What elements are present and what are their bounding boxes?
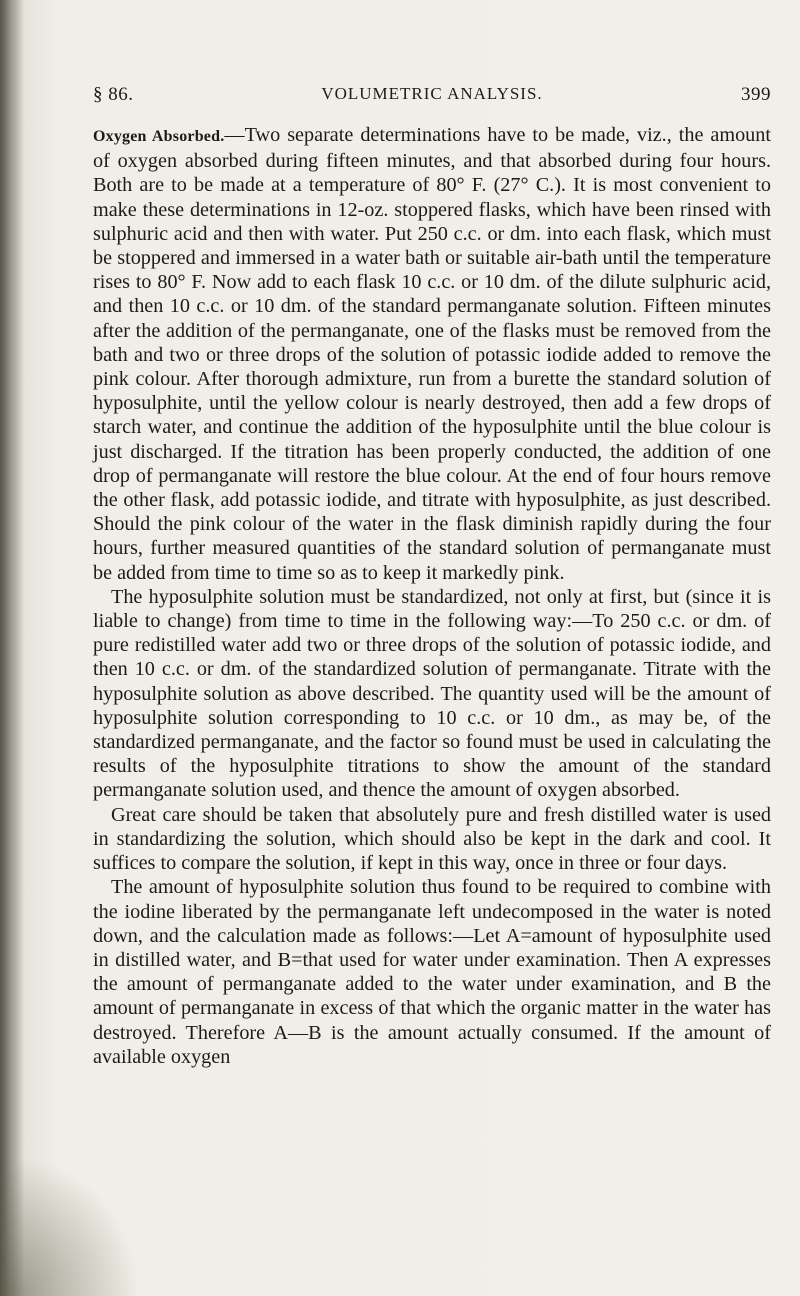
paragraph-text: Great care should be taken that absolutely pure and fresh distilled water is used in standardizing the solution, which should also be kept in the dark and cool. It suffices to compare the solution, if kept in this way, once in three or four days.	[93, 803, 771, 875]
section-number: § 86.	[93, 84, 134, 105]
paragraph-calculation	[93, 875, 771, 1069]
paragraph-text: —Two separate determinations have to be made, viz., the amount of oxygen absorbed during fifteen minutes, and that absorbed during four hours. Both are to be made at a temperature of 80° F. (27° C.). It is most convenient to make these determinations in 12-oz. stoppered flasks, which have been rinsed with sulphuric acid and then with water. Put 250 c.c. or dm. into each flask, which must be stoppered and immersed in a water bath or suitable air-bath until the temperature rises to 80° F. Now add to each flask 10 c.c. or 10 dm. of the dilute sulphuric acid, and then 10 c.c. or 10 dm. of the standard permanganate solution. Fifteen minutes after the addition of the permanganate, one of the flasks must be removed from the bath and two or three drops of the solution of potassic iodide added to remove the pink colour. After thorough admixture, run from a burette the standard solution of hyposulphite, until the yellow colour is nearly destroyed, then add a few drops of starch water, and continue the addition of the hyposulphite until the blue colour is just discharged. If the titration has been properly conducted, the addition of one drop of permanganate will restore the blue colour. At the end of four hours remove the other flask, add potassic iodide, and titrate with hyposulphite, as just described. Should the pink colour of the water in the flask diminish rapidly during the four hours, further measured quantities of the standard solution of permanganate must be added from time to time so as to keep it markedly pink.	[93, 124, 771, 584]
binding-shadow	[0, 0, 24, 1296]
running-title: VOLUMETRIC ANALYSIS.	[321, 84, 543, 103]
paragraph-text: The amount of hyposulphite solution thus found to be required to combine with the iodine liberated by the permanganate left undecomposed in the water is noted down, and the calculation made as follows:—Let A=amount of hyposulphite used in distilled water, and B=that used for water under examination. Then A expresses the amount of permanganate added to the water under examination, and B the amount of permanganate in excess of that which the organic matter in the water has destroyed. Therefore A—B is the amount actually consumed. If the amount of available oxygen	[93, 876, 771, 1068]
running-header	[93, 84, 771, 114]
body-text	[93, 123, 771, 1069]
paragraph-standardization	[93, 585, 771, 803]
paragraph-lead-heading: Oxygen Absorbed.	[93, 128, 225, 145]
paragraph-text: The hyposulphite solution must be standardized, not only at first, but (since it is liable to change) from time to time in the following way:—To 250 c.c. or dm. of pure redistilled water add two or three drops of the solution of potassic iodide, and then 10 c.c. or dm. of the standardized solution of permanganate. Titrate with the hyposulphite solution as above described. The quantity used will be the amount of hyposulphite solution corresponding to 10 c.c. or 10 dm., as may be, of the standardized permanganate, and the factor so found must be used in calculating the results of the hyposulphite titrations to show the amount of the standard permanganate solution used, and thence the amount of oxygen absorbed.	[93, 585, 771, 802]
paragraph-oxygen-absorbed	[93, 123, 771, 585]
page-number: 399	[741, 84, 771, 105]
page-corner-shadow	[0, 1156, 140, 1296]
paragraph-care	[93, 803, 771, 876]
